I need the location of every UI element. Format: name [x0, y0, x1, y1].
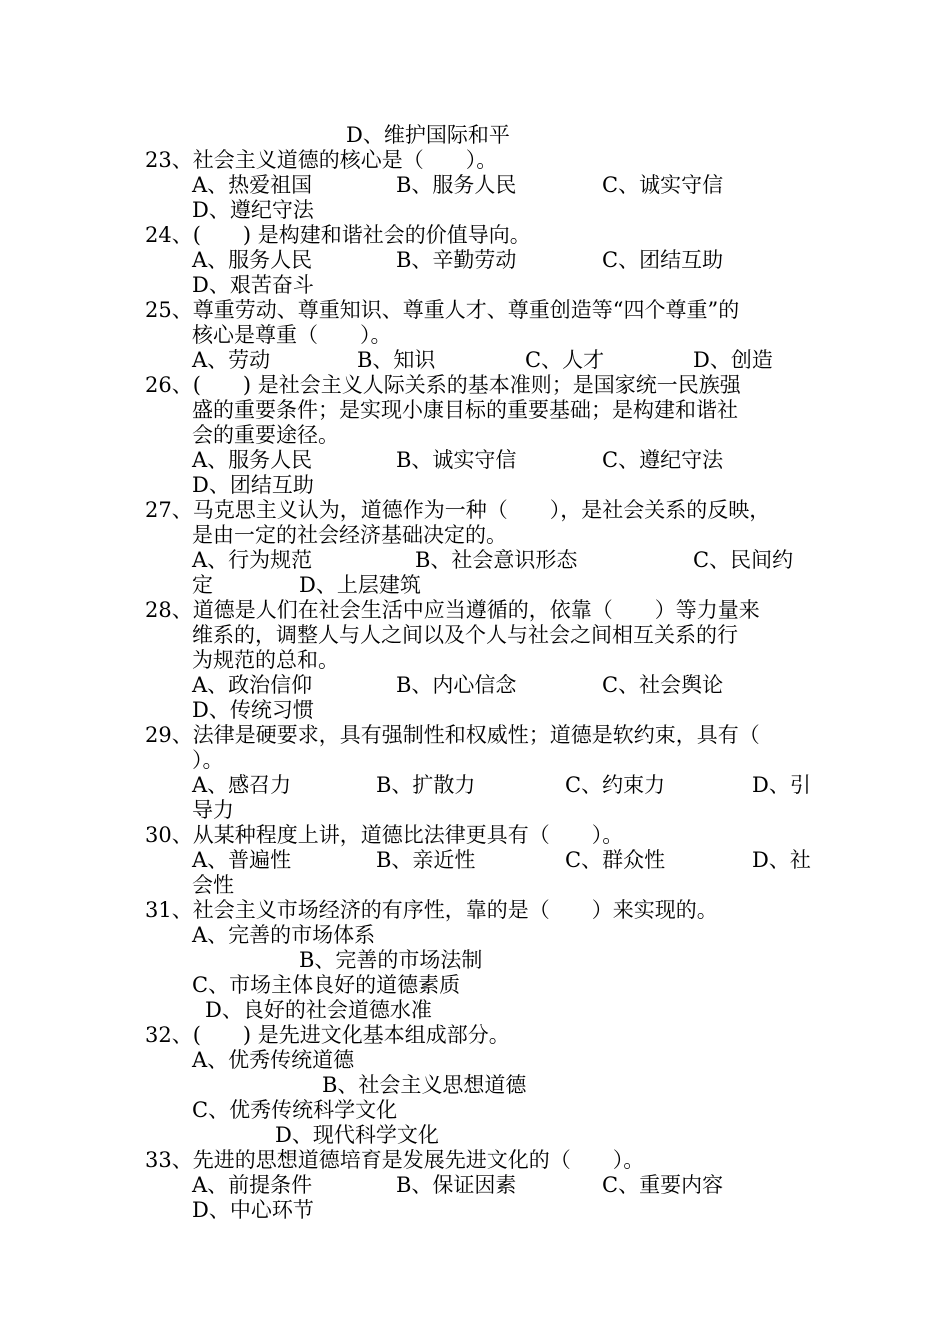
text-line: 24、( ) 是构建和谐社会的价值导向。 — [145, 223, 531, 247]
text-line: D、良好的社会道德水准 — [205, 998, 432, 1022]
text-line: 会性 — [192, 873, 234, 897]
text-line: 定 — [192, 573, 213, 597]
text-line: A、热爱祖国 — [192, 173, 313, 197]
text-line: C、群众性 — [565, 848, 666, 872]
text-line: A、行为规范 — [192, 548, 313, 572]
text-line: B、社会主义思想道德 — [322, 1073, 527, 1097]
text-line: D、引 — [752, 773, 811, 797]
text-line: D、团结互助 — [192, 473, 314, 497]
text-line: D、上层建筑 — [299, 573, 421, 597]
text-line: 25、尊重劳动、尊重知识、尊重人才、尊重创造等“四个尊重”的 — [145, 298, 740, 322]
text-line: B、亲近性 — [376, 848, 476, 872]
text-line: C、遵纪守法 — [602, 448, 724, 472]
text-line: B、完善的市场法制 — [299, 948, 483, 972]
text-line: B、服务人民 — [396, 173, 517, 197]
text-line: B、保证因素 — [396, 1173, 517, 1197]
text-line: 维系的，调整人与人之间以及个人与社会之间相互关系的行 — [192, 623, 738, 647]
text-line: 23、社会主义道德的核心是（ ）。 — [145, 148, 498, 172]
text-line: 32、( ) 是先进文化基本组成部分。 — [145, 1023, 510, 1047]
text-line: 31、社会主义市场经济的有序性，靠的是（ ）来实现的。 — [145, 898, 718, 922]
text-line: 盛的重要条件；是实现小康目标的重要基础；是构建和谐社 — [192, 398, 738, 422]
text-line: C、民间约 — [693, 548, 794, 572]
text-line: A、感召力 — [192, 773, 292, 797]
text-line: C、约束力 — [565, 773, 666, 797]
text-line: 29、法律是硬要求，具有强制性和权威性；道德是软约束，具有（ — [145, 723, 760, 747]
text-line: B、扩散力 — [376, 773, 476, 797]
text-line: D、中心环节 — [192, 1198, 314, 1222]
text-line: C、社会舆论 — [602, 673, 724, 697]
text-line: C、人才 — [525, 348, 605, 372]
text-line: D、社 — [752, 848, 811, 872]
text-line: A、完善的市场体系 — [192, 923, 376, 947]
text-line: A、政治信仰 — [192, 673, 313, 697]
text-line: C、团结互助 — [602, 248, 724, 272]
text-line: ）。 — [192, 748, 224, 772]
text-line: C、重要内容 — [602, 1173, 724, 1197]
text-line: C、诚实守信 — [602, 173, 724, 197]
text-line: 会的重要途径。 — [192, 423, 339, 447]
text-line: D、艰苦奋斗 — [192, 273, 314, 297]
text-line: B、内心信念 — [396, 673, 517, 697]
text-line: D、现代科学文化 — [275, 1123, 439, 1147]
text-line: 导力 — [192, 798, 234, 822]
text-line: C、市场主体良好的道德素质 — [192, 973, 461, 997]
text-line: A、劳动 — [192, 348, 271, 372]
text-line: 30、从某种程度上讲，道德比法律更具有（ ）。 — [145, 823, 624, 847]
text-line: D、传统习惯 — [192, 698, 314, 722]
text-line: D、创造 — [693, 348, 773, 372]
text-line: 28、道德是人们在社会生活中应当遵循的，依靠（ ）等力量来 — [145, 598, 760, 622]
text-line: B、社会意识形态 — [415, 548, 578, 572]
text-line: A、前提条件 — [192, 1173, 313, 1197]
text-line: B、辛勤劳动 — [396, 248, 517, 272]
text-line: A、服务人民 — [192, 448, 313, 472]
text-line: A、普遍性 — [192, 848, 292, 872]
text-line: 27、马克思主义认为，道德作为一种（ ），是社会关系的反映， — [145, 498, 771, 522]
text-line: 是由一定的社会经济基础决定的。 — [192, 523, 507, 547]
text-line: B、诚实守信 — [396, 448, 517, 472]
text-line: 26、( ) 是社会主义人际关系的基本准则；是国家统一民族强 — [145, 373, 741, 397]
text-line: 为规范的总和。 — [192, 648, 339, 672]
text-line: C、优秀传统科学文化 — [192, 1098, 398, 1122]
text-line: 核心是尊重（ ）。 — [192, 323, 392, 347]
text-line: D、维护国际和平 — [346, 123, 510, 147]
text-line: A、服务人民 — [192, 248, 313, 272]
text-line: A、优秀传统道德 — [192, 1048, 355, 1072]
text-line: 33、先进的思想道德培育是发展先进文化的（ ）。 — [145, 1148, 645, 1172]
text-line: D、遵纪守法 — [192, 198, 314, 222]
text-line: B、知识 — [357, 348, 436, 372]
